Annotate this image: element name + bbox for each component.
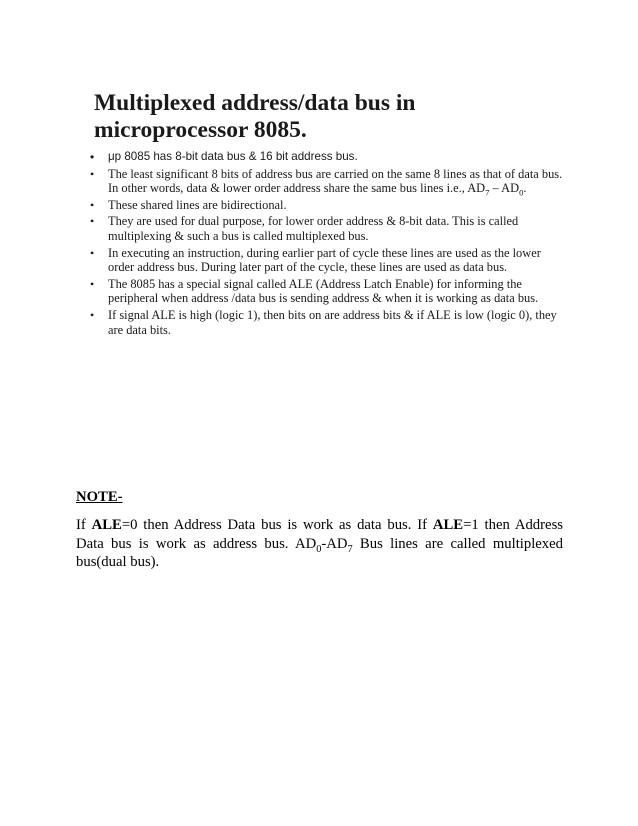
bullet-text bbox=[108, 308, 566, 337]
text-run: =0 then Address Data bus is work as data bus. If bbox=[121, 517, 433, 533]
bullet-item bbox=[88, 167, 566, 196]
text-run: -AD bbox=[321, 535, 348, 552]
bullet-mark: • bbox=[90, 307, 95, 322]
slide-title: Multiplexed address/data bus in microprocessor 8085. bbox=[94, 90, 416, 143]
text-run: The 8085 has a special signal called ALE (Address Latch Enable) for informing the peripheral when address /data bus is sending address & when it is working as data bus. bbox=[108, 276, 539, 306]
bullet-text bbox=[108, 198, 566, 213]
text-run: Bus lines are called multiplexed bus(dual bus). bbox=[76, 535, 564, 570]
subscript: 7 bbox=[347, 543, 353, 555]
bullet-text bbox=[108, 167, 566, 196]
bullet-mark: • bbox=[90, 197, 95, 212]
text-run: These shared lines are bidirectional. bbox=[108, 197, 287, 212]
bullet-text bbox=[108, 277, 566, 306]
bullet-item bbox=[88, 214, 566, 243]
subscript: 7 bbox=[485, 187, 490, 198]
bullet-item bbox=[88, 150, 566, 165]
bullet-item bbox=[88, 277, 566, 306]
note-paragraph bbox=[76, 516, 563, 572]
bold-term: ALE bbox=[432, 517, 464, 533]
text-run: The least significant 8 bits of address bus are carried on the same 8 lines as that of data bus. In other words, data & lower order address share the same bus lines i.e., AD bbox=[108, 166, 563, 196]
text-run: If signal ALE is high (logic 1), then bits on are address bits & if ALE is low (logic 0), they are data bits. bbox=[108, 307, 557, 337]
subscript: 0 bbox=[519, 187, 524, 198]
bullet-mark: • bbox=[90, 214, 95, 229]
bullet-text bbox=[108, 214, 566, 243]
text-run: They are used for dual purpose, for lower order address & 8-bit data. This is called multiplexing & such a bus is called multiplexed bus. bbox=[108, 214, 519, 243]
text-run: μp 8085 has 8-bit data bus & 16 bit address bus. bbox=[108, 150, 358, 163]
bold-term: ALE bbox=[91, 517, 122, 533]
bullet-text bbox=[108, 150, 566, 165]
text-run: In executing an instruction, during earlier part of cycle these lines are used as the lower order address bus. During later part of the cycle, these lines are used as data bus. bbox=[108, 245, 541, 275]
subscript: 0 bbox=[316, 543, 322, 555]
bullet-mark: • bbox=[90, 150, 95, 164]
text-run: If bbox=[76, 517, 92, 533]
bullet-list bbox=[88, 150, 566, 339]
bullet-mark: • bbox=[90, 276, 95, 291]
bullet-text bbox=[108, 246, 566, 275]
bullet-item bbox=[88, 198, 566, 213]
bullet-mark: • bbox=[90, 245, 95, 260]
text-run: =1 then Address Data bus is work as address bus. AD bbox=[76, 517, 563, 552]
text-run: – AD bbox=[489, 181, 520, 196]
bullet-mark: • bbox=[90, 166, 95, 181]
bullet-item bbox=[88, 246, 566, 275]
text-run: . bbox=[523, 181, 527, 196]
bullet-item bbox=[88, 308, 566, 337]
note-heading: NOTE- bbox=[76, 489, 123, 505]
slide-image bbox=[72, 80, 572, 440]
